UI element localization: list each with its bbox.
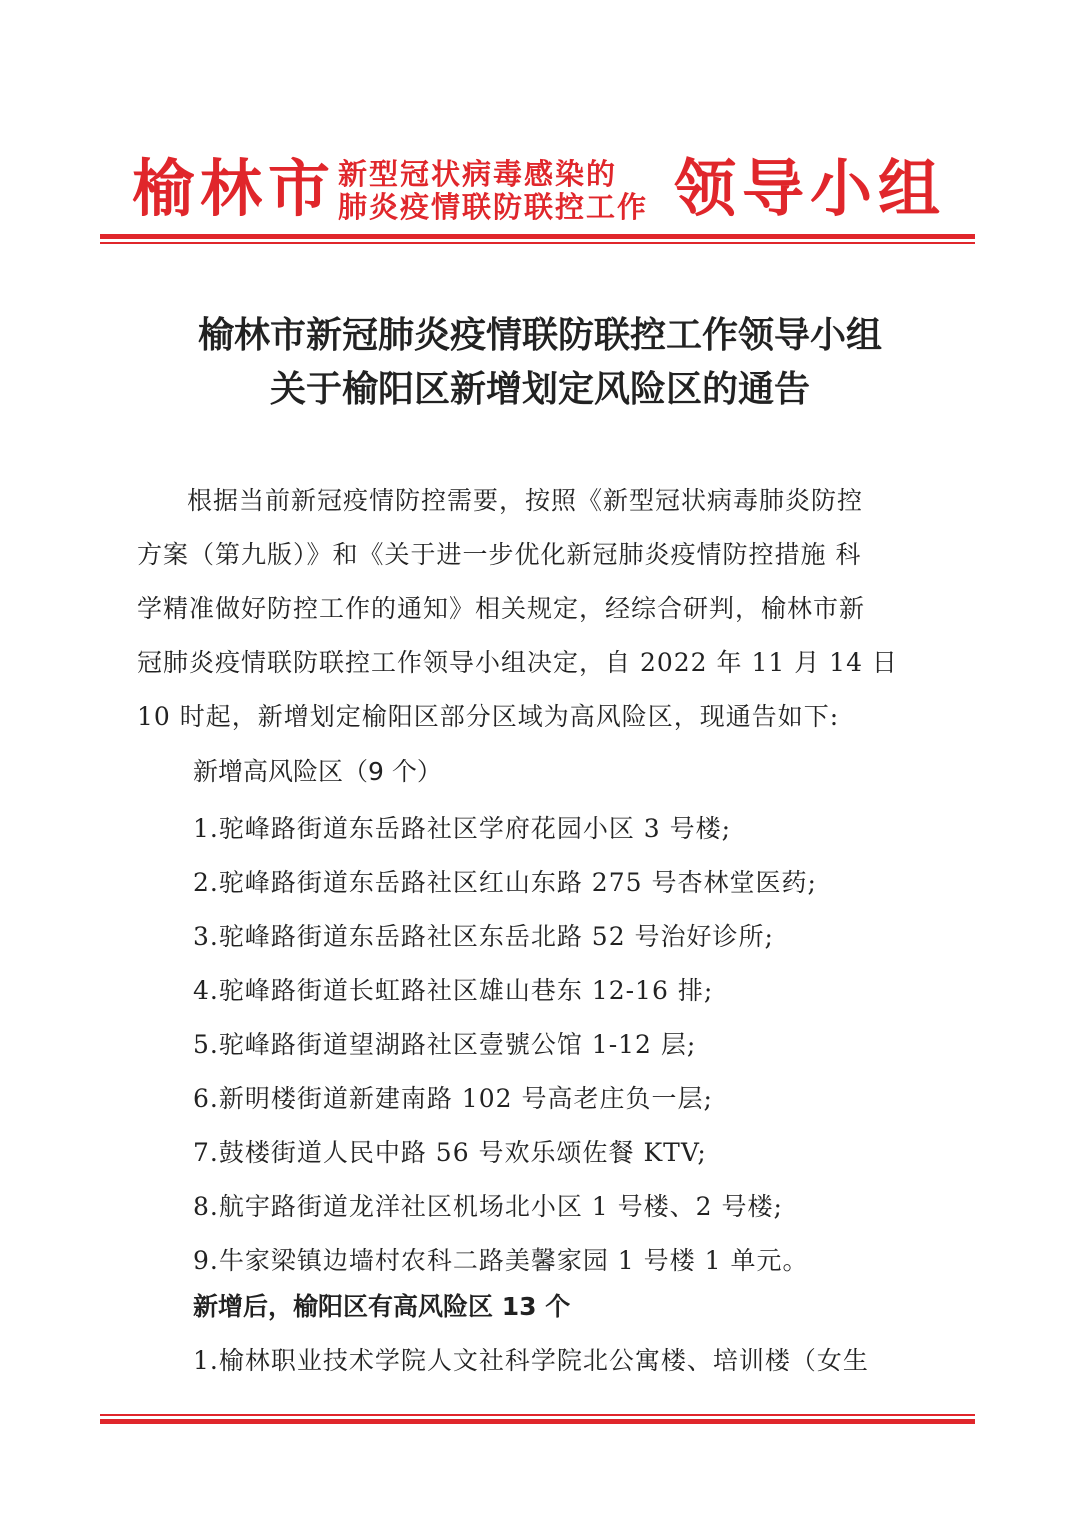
list-item: 9.牛家梁镇边墙村农科二路美馨家园 1 号楼 1 单元。 (193, 1246, 809, 1275)
body-line: 10 时起，新增划定榆阳区部分区域为高风险区，现通告如下: (137, 702, 840, 731)
list-item: 8.航宇路街道龙洋社区机场北小区 1 号楼、2 号楼; (193, 1192, 783, 1221)
list-item: 4.驼峰路街道长虹路社区雄山巷东 12-16 排; (193, 976, 714, 1005)
list-item: 5.驼峰路街道望湖路社区壹號公馆 1-12 层; (193, 1030, 697, 1059)
body-line: 学精准做好防控工作的通知》相关规定，经综合研判，榆林市新 (137, 594, 866, 623)
body-line: 根据当前新冠疫情防控需要，按照《新型冠状病毒肺炎防控 (187, 486, 864, 515)
list-item: 6.新明楼街道新建南路 102 号高老庄负一层; (193, 1084, 713, 1113)
list-item: 3.驼峰路街道东岳路社区东岳北路 52 号治好诊所; (193, 922, 774, 951)
letterhead-city: 榆林市 (132, 152, 337, 225)
list-item: 7.鼓楼街道人民中路 56 号欢乐颂佐餐 KTV; (193, 1138, 707, 1167)
title-line-2: 关于榆阳区新增划定风险区的通告 (269, 368, 810, 410)
body-line: 冠肺炎疫情联防联控工作领导小组决定，自 2022 年 11 月 14 日 (137, 648, 898, 677)
list-item: 1.榆林职业技术学院人文社科学院北公寓楼、培训楼（女生 (193, 1346, 869, 1375)
new-high-risk-heading: 新增高风险区（9 个） (193, 757, 442, 786)
body-paragraph (137, 474, 947, 744)
new-high-risk-list (193, 802, 953, 1288)
document-title (0, 308, 1080, 416)
letterhead-divider (100, 234, 975, 244)
letterhead (100, 140, 980, 230)
list-item: 2.驼峰路街道东岳路社区红山东路 275 号杏林堂医药; (193, 868, 817, 897)
letterhead-middle (338, 158, 648, 224)
after-addition-heading: 新增后，榆阳区有高风险区 13 个 (193, 1292, 571, 1321)
title-line-1: 榆林市新冠肺炎疫情联防联控工作领导小组 (197, 314, 882, 356)
footer-divider (100, 1414, 975, 1424)
letterhead-group: 领导小组 (673, 152, 946, 225)
body-line: 方案（第九版）》和《关于进一步优化新冠肺炎疫情防控措施 科 (137, 540, 862, 569)
letterhead-middle-line2: 肺炎疫情联防联控工作 (338, 190, 649, 224)
letterhead-middle-line1: 新型冠状病毒感染的 (338, 157, 618, 191)
list-item: 1.驼峰路街道东岳路社区学府花园小区 3 号楼; (193, 814, 732, 843)
